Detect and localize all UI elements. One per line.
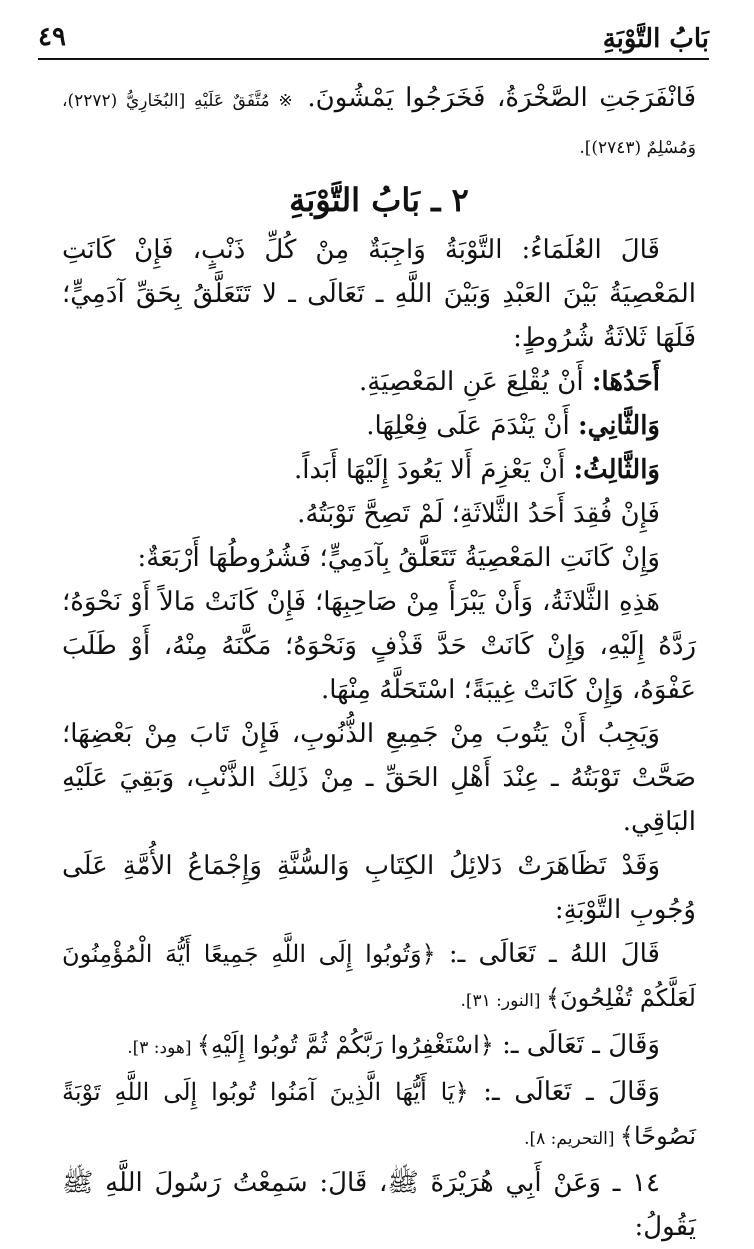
- paragraph-four-conditions: هَذِهِ الثَّلاثَةُ، وَأَنْ يَبْرَأَ مِنْ صَاحِبِهَا؛ فَإِنْ كَانَتْ مَالاً أَوْ نَحْوَهُ؛ رَدَّهُ إِلَيْهِ، وَإِنْ كَانَتْ حَدَّ قَذْفٍ وَنَحْوَهُ؛ مَكَّنَهُ مِنْهُ، أَوْ طَلَبَ عَفْوَهُ، وَإِنْ كَانَتْ غِيبَةً؛ اسْتَحَلَّهُ مِنْهَا.: [62, 587, 696, 705]
- condition-two: [62, 404, 696, 448]
- paragraph-human-rights: وَإِنْ كَانَتِ المَعْصِيَةُ تَتَعَلَّقُ بِآدَمِيٍّ؛ فَشُرُوطُهَا أَرْبَعَةٌ:: [137, 543, 660, 573]
- hadith-ending: [62, 76, 696, 170]
- section-title: ٢ ـ بَابُ التَّوْبَةِ: [289, 181, 469, 219]
- quran-verse-1: ﴿وَتُوبُوا إِلَى اللَّهِ جَمِيعًا أَيُّهَ الْمُؤْمِنُونَ لَعَلَّكُمْ تُفْلِحُونَ﴾: [62, 940, 696, 1012]
- page-number: ٤٩: [38, 22, 66, 52]
- quran-reference-2: [هود: ٣].: [127, 1038, 197, 1058]
- running-title: بَابُ التَّوْبَةِ: [602, 24, 709, 54]
- quran-citation-1: [62, 932, 696, 1023]
- condition-two-text: أَنْ يَنْدَمَ عَلَى فِعْلِهَا.: [366, 411, 579, 441]
- condition-one-lead: أَحَدُهَا:: [591, 367, 660, 397]
- condition-one: [62, 360, 696, 404]
- hadith-ending-reference: ※ مُتَّفَقٌ عَلَيْهِ [البُخَارِيُّ (٢٢٧٢)، وَمُسْلِمٌ (٢٧٤٣)].: [62, 91, 696, 158]
- body-text: [62, 76, 696, 1249]
- quran-citation-2: [62, 1023, 696, 1070]
- condition-three: [62, 448, 696, 492]
- quran-citation-3-intro: وَقَالَ ـ تَعَالَى ـ:: [468, 1077, 660, 1107]
- paragraph-scholars: قَالَ العُلَمَاءُ: التَّوْبَةُ وَاجِبَةٌ مِنْ كُلِّ ذَنْبٍ، فَإِنْ كَانَتِ المَعْصِيَةُ بَيْنَ العَبْدِ وَبَيْنَ اللَّهِ ـ تَعَالَى ـ لا تَتَعَلَّقُ بِحَقِّ آدَمِيٍّ؛ فَلَهَا ثَلاثَةُ شُرُوطٍ:: [62, 235, 696, 353]
- quran-reference-3: [التحريم: ٨].: [524, 1129, 620, 1149]
- condition-one-text: أَنْ يُقْلِعَ عَنِ المَعْصِيَةِ.: [358, 367, 592, 397]
- condition-two-lead: وَالثَّانِي:: [578, 411, 660, 441]
- paragraph-evidence: وَقَدْ تَظَاهَرَتْ دَلائِلُ الكِتَابِ وَالسُّنَّةِ وَإِجْمَاعُ الأُمَّةِ عَلَى وُجُوبِ التَّوْبَةِ:: [62, 851, 696, 925]
- hadith-14-opening: ١٤ ـ وَعَنْ أَبِي هُرَيْرَةَ ﷺ، قَالَ: سَمِعْتُ رَسُولَ اللَّهِ ﷺ يَقُولُ:: [62, 1168, 696, 1242]
- condition-three-lead: وَالثَّالِثُ:: [573, 455, 660, 485]
- paragraph-all-sins: وَيَجِبُ أَنْ يَتُوبَ مِنْ جَمِيعِ الذُّنُوبِ، فَإِنْ تَابَ مِنْ بَعْضِهَا؛ صَحَّتْ تَوْبَتُهُ ـ عِنْدَ أَهْلِ الحَقِّ ـ مِنْ ذَلِكَ الذَّنْبِ، وَبَقِيَ عَلَيْهِ البَاقِي.: [62, 719, 696, 837]
- quran-citation-1-intro: قَالَ اللهُ ـ تَعَالَى ـ:: [435, 939, 660, 969]
- hadith-ending-text: فَانْفَرَجَتِ الصَّخْرَةُ، فَخَرَجُوا يَمْشُونَ.: [295, 83, 696, 113]
- quran-reference-1: [النور: ٣١].: [460, 991, 546, 1011]
- quran-verse-3: ﴿يَا أَيُّهَا الَّذِينَ آمَنُوا تُوبُوا إِلَى اللَّهِ تَوْبَةً نَصُوحًا﴾: [62, 1078, 696, 1150]
- page-header: [38, 18, 709, 60]
- quran-citation-2-intro: وَقَالَ ـ تَعَالَى ـ:: [493, 1030, 660, 1060]
- paragraph-missing-condition: فَإِنْ فُقِدَ أَحَدُ الثَّلاثَةِ؛ لَمْ تَصِحَّ تَوْبَتُهُ.: [297, 499, 660, 529]
- quran-verse-2: ﴿اسْتَغْفِرُوا رَبَّكُمْ ثُمَّ تُوبُوا إِلَيْهِ﴾: [196, 1031, 494, 1059]
- condition-three-text: أَنْ يَعْزِمَ أَلا يَعُودَ إِلَيْهَا أَبَداً.: [294, 455, 574, 485]
